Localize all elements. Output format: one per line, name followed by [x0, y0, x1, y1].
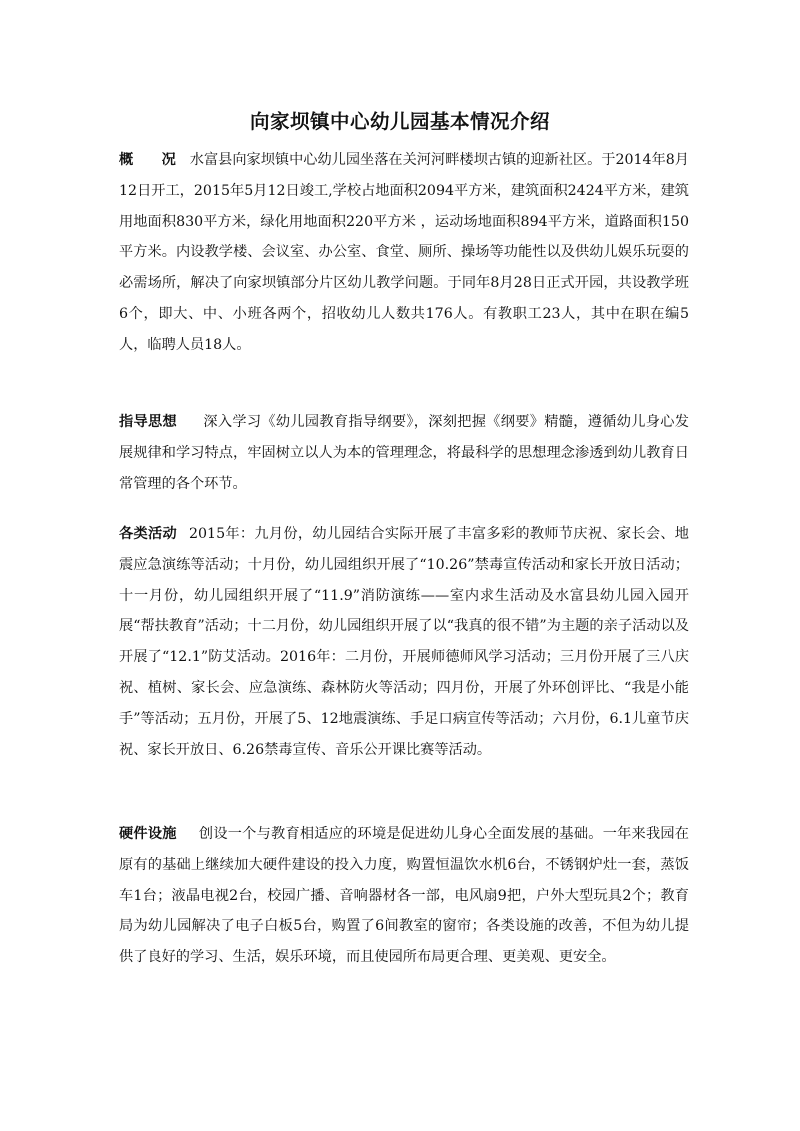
- section-activities: [119, 519, 689, 765]
- section-text-facilities: 创设一个与教育相适应的环境是促进幼儿身心全面发展的基础。一年来我园在原有的基础上继续加大硬件建设的投入力度，购置恒温饮水机6台，不锈钢炉灶一套，蒸饭车1台；液晶电视2台，校园广播、音响器材各一部，电风扇9把，户外大型玩具2个；教育局为幼儿园解决了电子白板5台，购置了6间教室的窗帘；各类设施的改善，不但为幼儿提供了良好的学习、生活，娱乐环境，而且使园所布局更合理、更美观、更安全。: [119, 826, 689, 966]
- document-title: 向家坝镇中心幼儿园基本情况介绍: [249, 110, 550, 133]
- section-label-facilities: 硬件设施: [119, 826, 177, 842]
- section-facilities: [119, 819, 689, 973]
- section-guiding: [119, 407, 689, 499]
- section-label-guiding: 指导思想: [119, 414, 178, 430]
- section-overview: [119, 145, 689, 361]
- section-text-activities: 2015年：九月份，幼儿园结合实际开展了丰富多彩的教师节庆祝、家长会、地震应急演练等活动；十月份，幼儿园组织开展了“10.26”禁毒宣传活动和家长开放日活动；十一月份，幼儿园组织开展了“11.9”消防演练——室内求生活动及水富县幼儿园入园开展“帮扶教育”活动；十二月份，幼儿园组织开展了以“我真的很不错”为主题的亲子活动以及开展了“12.1”防艾活动。2016年：二月份，开展师德师风学习活动；三月份开展了三八庆祝、植树、家长会、应急演练、森林防火等活动；四月份，开展了外环创评比、“我是小能手”等活动；五月份，开展了5、12地震演练、手足口病宣传等活动；六月份，6.1儿童节庆祝、家长开放日、6.26禁毒宣传、音乐公开课比赛等活动。: [119, 526, 689, 758]
- section-text-overview: 水富县向家坝镇中心幼儿园坐落在关河河畔楼坝古镇的迎新社区。于2014年8月12日开工，2015年5月12日竣工,学校占地面积2094平方米，建筑面积2424平方米，建筑用地面积830平方米，绿化用地面积220平方米 ，运动场地面积894平方米，道路面积150平方米。内设教学楼、会议室、办公室、食堂、厕所、操场等功能性以及供幼儿娱乐玩耍的必需场所，解决了向家坝镇部分片区幼儿教学问题。于同年8月28日正式开园，共设教学班6个，即大、中、小班各两个，招收幼儿人数共176人。有教职工23人，其中在职在编5人，临聘人员18人。: [119, 152, 689, 353]
- section-label-overview: 概 况: [119, 152, 176, 168]
- section-text-guiding: 深入学习《幼儿园教育指导纲要》，深刻把握《纲要》精髓，遵循幼儿身心发展规律和学习特点，牢固树立以人为本的管理理念，将最科学的思想理念渗透到幼儿教育日常管理的各个环节。: [119, 414, 689, 492]
- section-label-activities: 各类活动: [119, 526, 177, 542]
